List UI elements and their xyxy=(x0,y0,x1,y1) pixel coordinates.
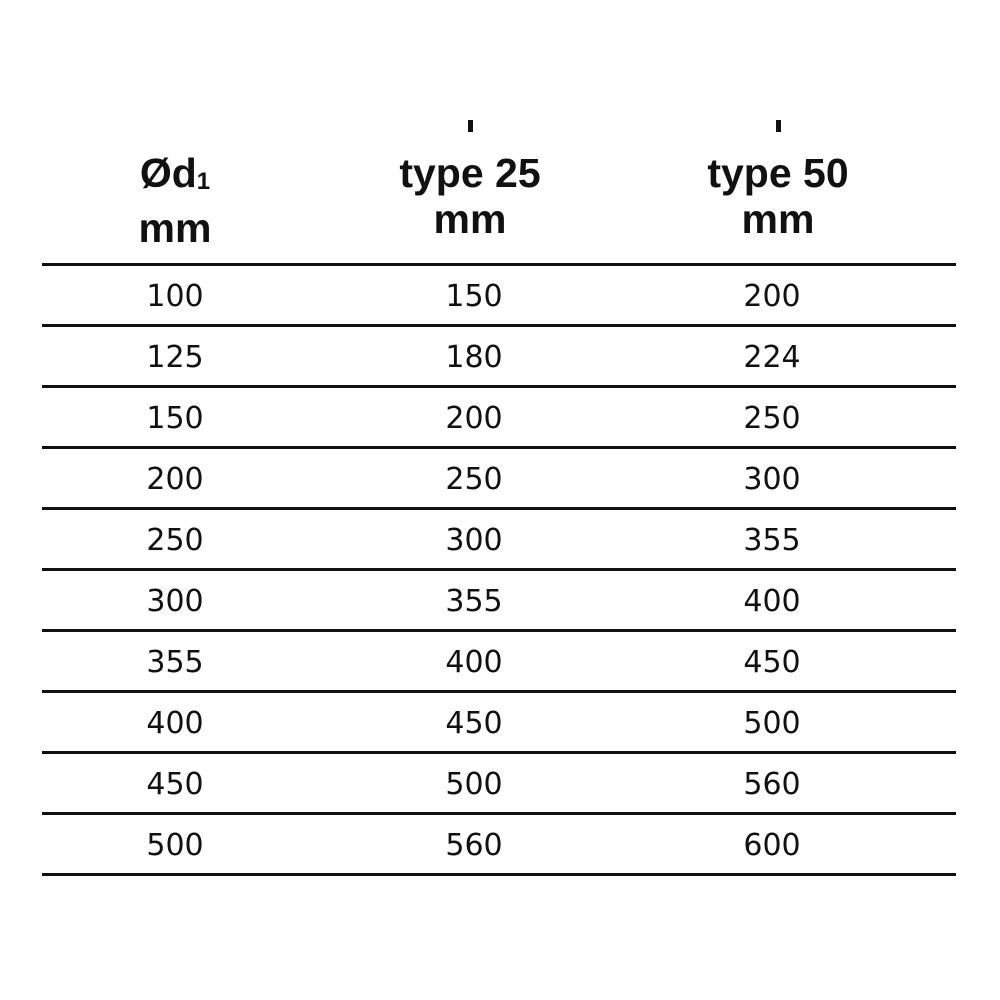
header-diameter-prefix: Ød xyxy=(139,150,197,196)
cell-type-25: 200 xyxy=(445,401,503,436)
cell-type-25: 300 xyxy=(445,523,503,558)
cell-diameter: 100 xyxy=(146,279,204,314)
cell-diameter: 250 xyxy=(146,523,204,558)
header-type-25-tick-mark xyxy=(468,120,473,132)
cell-type-50: 560 xyxy=(743,767,801,802)
header-diameter-unit: mm xyxy=(138,205,212,251)
cell-type-50: 224 xyxy=(743,340,801,375)
header-diameter-symbol xyxy=(100,150,250,205)
header-type-25-label: type 25 xyxy=(399,150,541,196)
cell-type-25: 355 xyxy=(445,584,503,619)
header-diameter xyxy=(100,150,250,251)
cell-diameter: 355 xyxy=(146,645,204,680)
cell-type-25: 560 xyxy=(445,828,503,863)
table-row xyxy=(42,327,956,388)
cell-diameter: 200 xyxy=(146,462,204,497)
cell-type-25: 180 xyxy=(445,340,503,375)
cell-type-50: 200 xyxy=(743,279,801,314)
table-row xyxy=(42,266,956,327)
cell-diameter: 500 xyxy=(146,828,204,863)
cell-type-25: 150 xyxy=(445,279,503,314)
table-row xyxy=(42,693,956,754)
cell-diameter: 150 xyxy=(146,401,204,436)
cell-type-50: 355 xyxy=(743,523,801,558)
cell-diameter: 400 xyxy=(146,706,204,741)
cell-type-25: 400 xyxy=(445,645,503,680)
table-row xyxy=(42,632,956,693)
header-type-50-unit: mm xyxy=(741,196,815,242)
table-row xyxy=(42,754,956,815)
header-type-25 xyxy=(320,120,620,242)
cell-type-50: 250 xyxy=(743,401,801,436)
cell-type-25: 500 xyxy=(445,767,503,802)
cell-diameter: 300 xyxy=(146,584,204,619)
cell-type-50: 600 xyxy=(743,828,801,863)
table-row xyxy=(42,510,956,571)
header-type-50-label: type 50 xyxy=(707,150,849,196)
cell-type-25: 250 xyxy=(445,462,503,497)
cell-type-50: 450 xyxy=(743,645,801,680)
header-diameter-subscript: 1 xyxy=(196,168,211,195)
cell-type-50: 500 xyxy=(743,706,801,741)
table-row xyxy=(42,449,956,510)
cell-diameter: 450 xyxy=(146,767,204,802)
cell-type-50: 300 xyxy=(743,462,801,497)
table-row xyxy=(42,815,956,876)
cell-diameter: 125 xyxy=(146,340,204,375)
cell-type-50: 400 xyxy=(743,584,801,619)
table-row xyxy=(42,571,956,632)
table-row xyxy=(42,388,956,449)
header-type-25-unit: mm xyxy=(433,196,507,242)
cell-type-25: 450 xyxy=(445,706,503,741)
header-type-50 xyxy=(628,120,928,242)
table-body xyxy=(42,263,956,876)
header-type-50-tick-mark xyxy=(776,120,781,132)
